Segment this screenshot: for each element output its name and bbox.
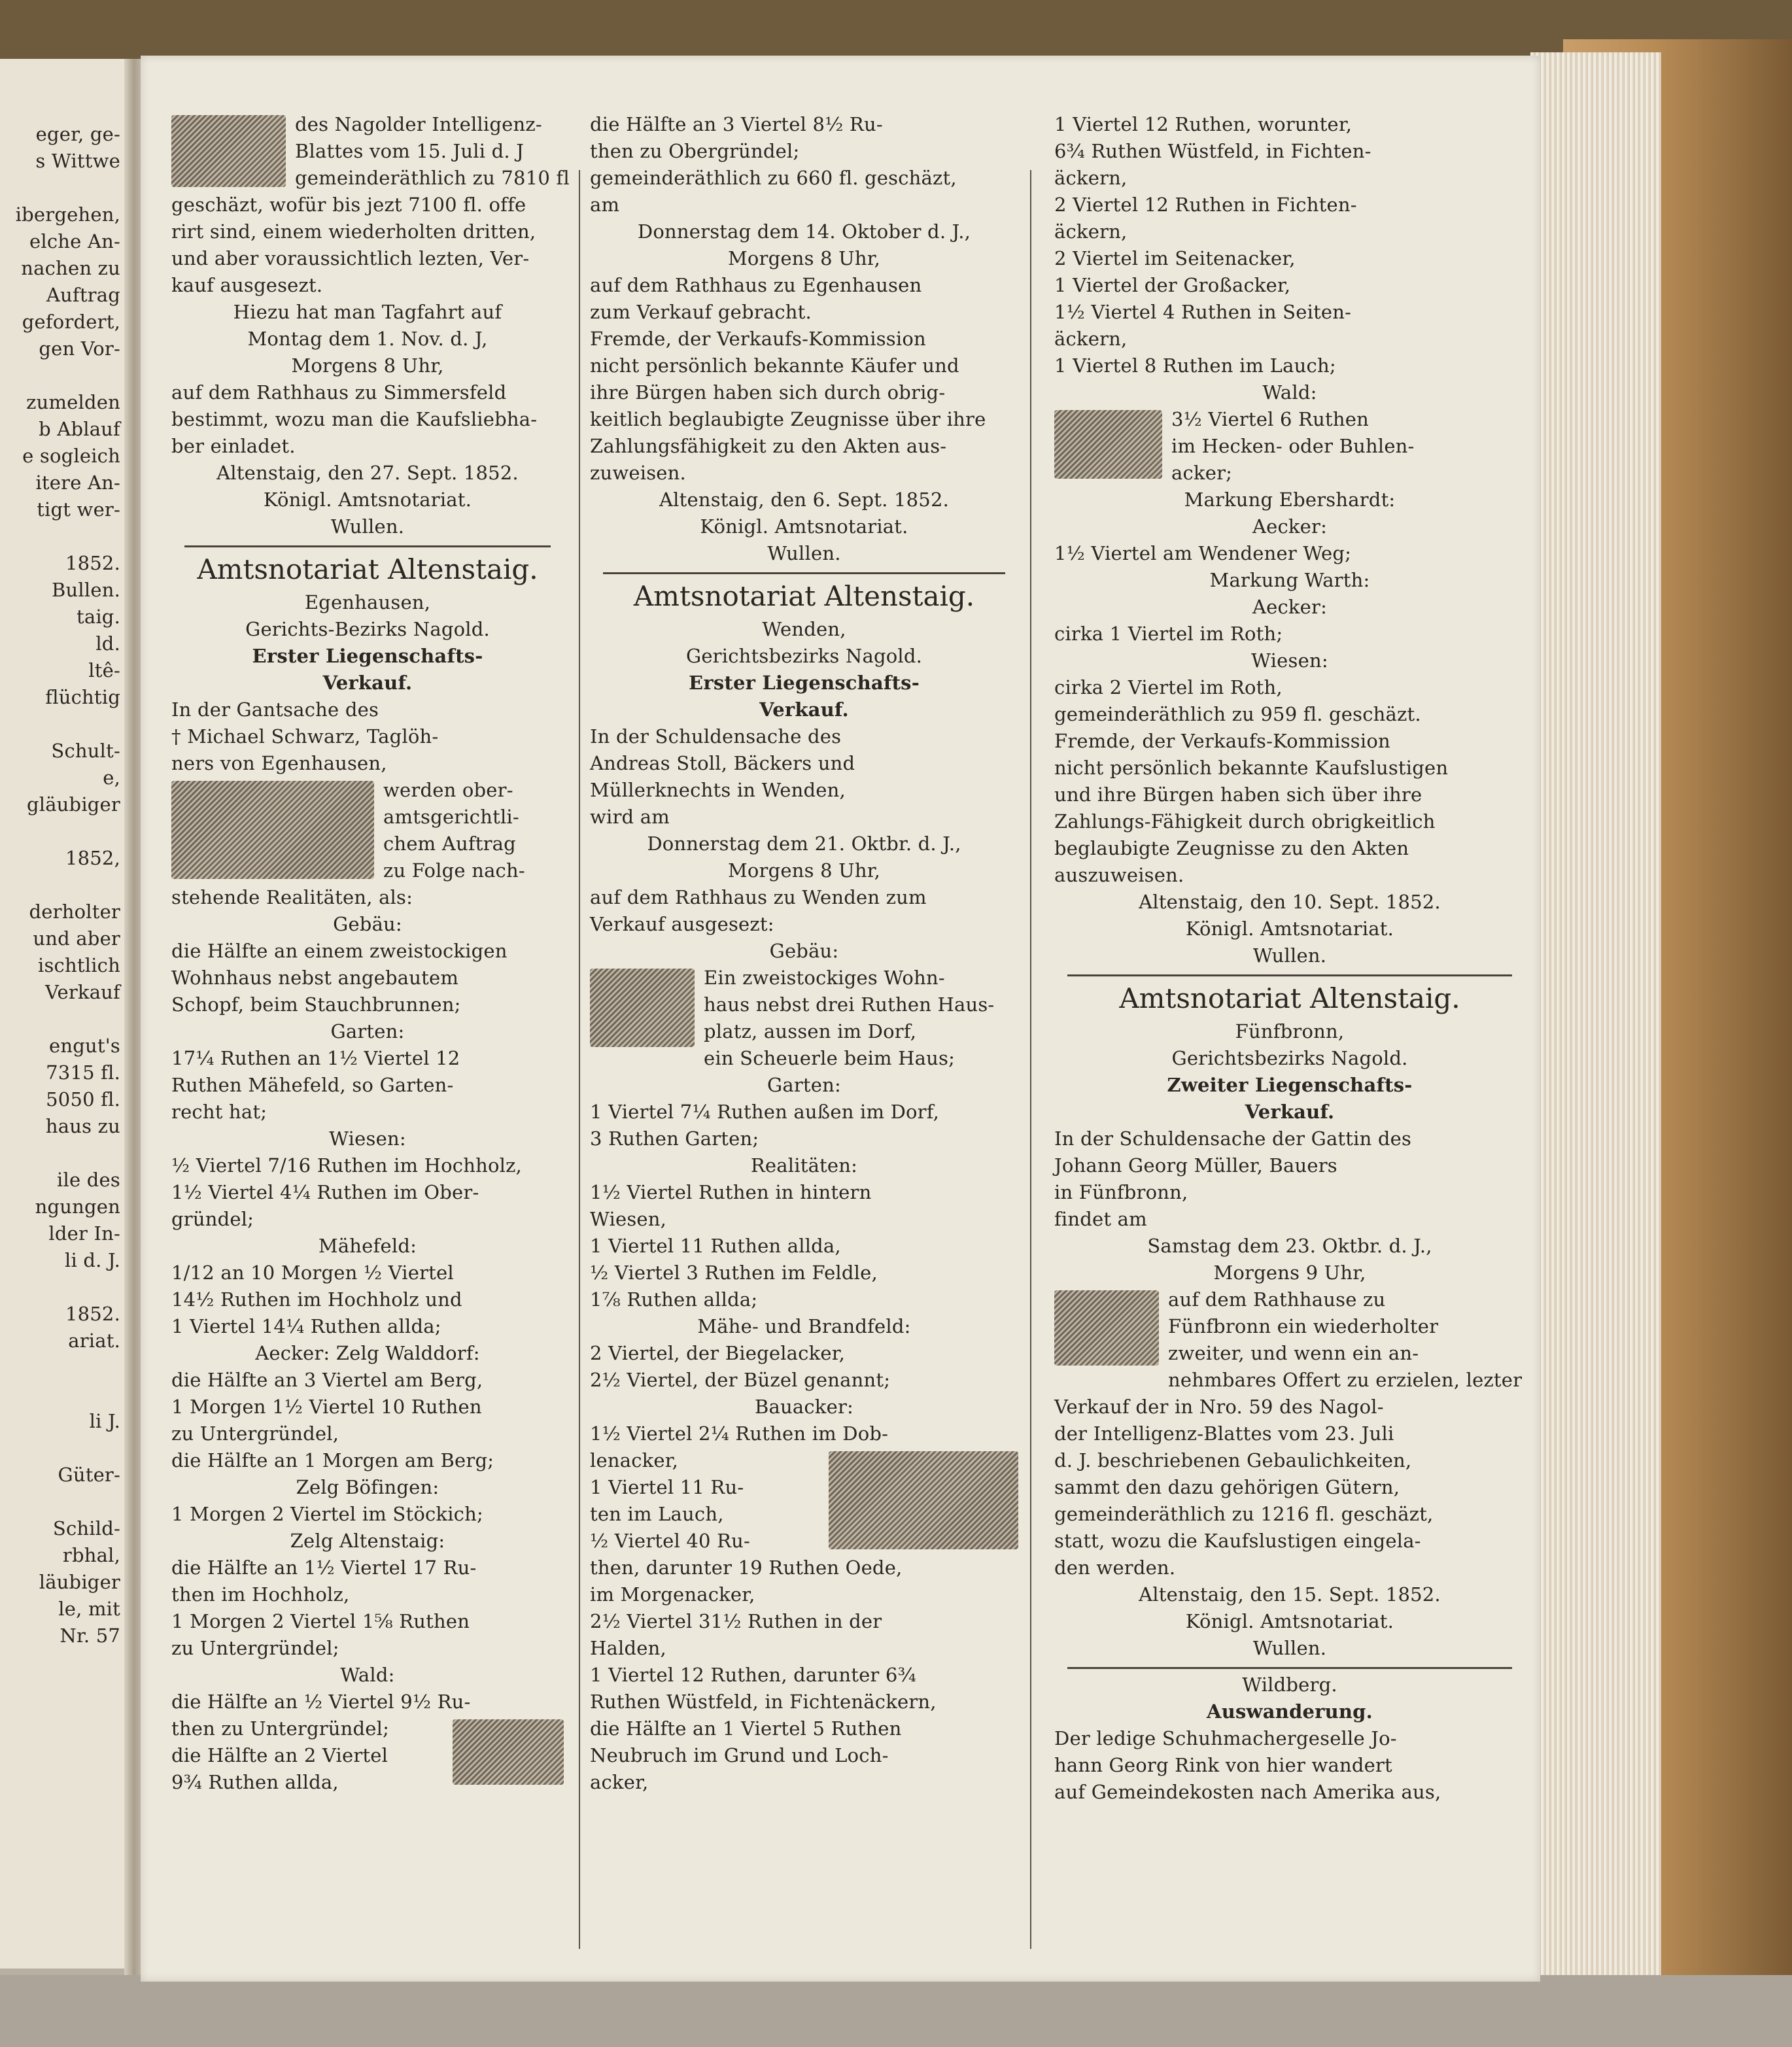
text-line: Königl. Amtsnotariat. — [700, 515, 908, 538]
text-line: Fremde, der Verkaufs-Kommission — [1054, 730, 1390, 752]
text-line: Blattes vom 15. Juli d. J — [295, 140, 525, 162]
text-line: Bullen. — [52, 579, 120, 601]
text-line: 2½ Viertel 31½ Ruthen in der — [590, 1610, 882, 1632]
text-line: Verkauf ausgesezt: — [590, 913, 774, 935]
notice-place: Fünfbronn, — [1235, 1020, 1345, 1042]
text-line: Ein zweistockiges Wohn- — [704, 967, 945, 989]
text-line: gefordert, — [22, 311, 120, 333]
book-cover-top — [0, 0, 1792, 62]
text-line: zu Untergründel; — [171, 1637, 339, 1659]
text-line — [5, 711, 123, 738]
text-line: 5050 fl. — [46, 1088, 120, 1110]
page-edges — [1530, 52, 1661, 1982]
notice-wildberg-body — [1054, 1725, 1525, 1806]
text-line: 1 Viertel 12 Ruthen, worunter, — [1054, 113, 1353, 135]
text-line: sammt den dazu gehörigen Gütern, — [1054, 1476, 1400, 1498]
text-line: Mähefeld: — [318, 1235, 417, 1257]
text-line: eger, ge- — [35, 123, 120, 145]
text-line: Halden, — [590, 1637, 666, 1659]
text-line: Wullen. — [330, 515, 405, 538]
text-line: Johann Georg Müller, Bauers — [1054, 1154, 1337, 1177]
house-vignette — [171, 115, 286, 187]
text-line: Verkauf — [45, 981, 120, 1003]
text-line: ein Scheuerle beim Haus; — [704, 1047, 956, 1069]
house-vignette — [1054, 1290, 1159, 1366]
text-line: kauf ausgesezt. — [171, 274, 323, 296]
text-line: 1852. — [65, 552, 120, 574]
text-line: Morgens 8 Uhr, — [291, 354, 444, 377]
text-line: nehmbares Offert zu erzielen, lezter — [1168, 1369, 1523, 1391]
text-line: gemeinderäthlich zu 959 fl. geschäzt. — [1054, 703, 1421, 725]
text-line: 1 Viertel 12 Ruthen, darunter 6¾ — [590, 1664, 916, 1686]
text-line: Bauacker: — [755, 1396, 853, 1418]
text-line: 3½ Viertel 6 Ruthen — [1171, 408, 1369, 430]
text-line — [5, 818, 123, 845]
text-line: Markung Ebershardt: — [1184, 489, 1396, 511]
text-line: Altenstaig, den 10. Sept. 1852. — [1139, 891, 1441, 913]
text-line: 2 Viertel, der Biegelacker, — [590, 1342, 846, 1364]
text-line: Donnerstag dem 14. Oktober d. J., — [637, 220, 971, 243]
separator — [603, 572, 1005, 574]
text-line: im Hecken- oder Buhlen- — [1171, 435, 1415, 457]
text-line: Wullen. — [1252, 1637, 1327, 1659]
text-line: äckern, — [1054, 167, 1128, 189]
column-1 — [171, 111, 570, 1796]
notice-wenden-body — [590, 723, 1018, 1796]
text-line: le, mit — [58, 1598, 120, 1620]
text-line: b Ablauf — [39, 418, 120, 440]
text-line: ten im Lauch, — [590, 1503, 724, 1525]
text-line: In der Gantsache des — [171, 698, 379, 721]
column-3 — [1054, 111, 1525, 1806]
text-line: die Hälfte an ½ Viertel 9½ Ru- — [171, 1691, 471, 1713]
text-line: 1½ Viertel 4 Ruthen in Seiten- — [1054, 301, 1352, 323]
text-line: Wullen. — [767, 542, 841, 564]
text-line: zumelden — [26, 391, 120, 413]
text-line: 1 Viertel 7¼ Ruthen außen im Dorf, — [590, 1101, 940, 1123]
notice-district: Gerichtsbezirks Nagold. — [685, 645, 923, 667]
text-line: Schild- — [52, 1517, 120, 1540]
notice-title: Erster Liegenschafts- — [689, 672, 920, 694]
notice-title-2: Verkauf. — [759, 698, 849, 721]
text-line: 1852. — [65, 1303, 120, 1325]
text-line: Samstag dem 23. Oktbr. d. J., — [1147, 1235, 1432, 1257]
text-line: ibergehen, — [15, 203, 120, 226]
separator — [1067, 1667, 1512, 1669]
text-line: nicht persönlich bekannte Käufer und — [590, 354, 959, 377]
text-line: flüchtig — [45, 686, 120, 708]
text-line: Morgens 9 Uhr, — [1213, 1262, 1366, 1284]
text-line: 1½ Viertel Ruthen in hintern — [590, 1181, 872, 1203]
text-line: den werden. — [1054, 1557, 1176, 1579]
text-line: amtsgerichtli- — [383, 806, 519, 828]
notice-fuenfbronn-body — [1054, 1126, 1525, 1662]
text-line: Wald: — [340, 1664, 395, 1686]
text-line: elche An- — [29, 230, 120, 252]
text-line: ngungen — [35, 1196, 120, 1218]
text-line: Gebäu: — [769, 940, 839, 962]
text-line: Nr. 57 — [60, 1625, 120, 1647]
text-line — [5, 1140, 123, 1167]
notice-heading: Amtsnotariat Altenstaig. — [633, 580, 975, 612]
text-line: Der ledige Schuhmachergeselle Jo- — [1054, 1727, 1397, 1749]
notice-district: Gerichts-Bezirks Nagold. — [245, 618, 490, 640]
text-line: Königl. Amtsnotariat. — [1185, 918, 1394, 940]
text-line: d. J. beschriebenen Gebaulichkeiten, — [1054, 1449, 1412, 1471]
text-line: die Hälfte an 1 Viertel 5 Ruthen — [590, 1717, 902, 1740]
text-line: nachen zu — [21, 257, 120, 279]
text-line: 14½ Ruthen im Hochholz und — [171, 1288, 462, 1311]
text-line: Schult- — [51, 740, 120, 762]
text-line: zu Untergründel, — [171, 1422, 339, 1445]
text-line: zu Folge nach- — [383, 859, 525, 882]
text-line: cirka 1 Viertel im Roth; — [1054, 623, 1283, 645]
text-line: Aecker: — [1252, 515, 1328, 538]
text-line: Neubruch im Grund und Loch- — [590, 1744, 889, 1766]
text-line: Andreas Stoll, Bäckers und — [590, 752, 855, 774]
text-line: Montag dem 1. Nov. d. J, — [247, 328, 488, 350]
text-line: 1½ Viertel 4¼ Ruthen im Ober- — [171, 1181, 479, 1203]
house-vignette — [590, 969, 695, 1047]
notice-place: Wenden, — [762, 618, 846, 640]
text-line: derholter — [29, 901, 120, 923]
text-line: Wullen. — [1252, 944, 1327, 967]
text-line: ariat. — [68, 1330, 120, 1352]
text-line: lenacker, — [590, 1449, 679, 1471]
text-line — [5, 1435, 123, 1462]
text-line: beglaubigte Zeugnisse zu den Akten — [1054, 837, 1409, 859]
text-line: ischtlich — [38, 954, 120, 976]
text-line: zum Verkauf gebracht. — [590, 301, 812, 323]
text-line: auf dem Rathhaus zu Simmersfeld — [171, 381, 507, 404]
text-line: am — [590, 194, 620, 216]
text-line: then zu Obergründel; — [590, 140, 800, 162]
text-line: auf dem Rathhaus zu Wenden zum — [590, 886, 927, 908]
text-line: gläubiger — [26, 793, 120, 816]
text-line: zweiter, und wenn ein an- — [1168, 1342, 1419, 1364]
text-line: hann Georg Rink von hier wandert — [1054, 1754, 1392, 1776]
separator — [184, 545, 551, 547]
text-line: gründel; — [171, 1208, 254, 1230]
text-line: die Hälfte an 2 Viertel — [171, 1744, 388, 1766]
text-line: ltê- — [88, 659, 120, 681]
text-line: und aber — [33, 927, 120, 950]
plough-vignette — [829, 1451, 1018, 1549]
text-line: 1 Viertel der Großacker, — [1054, 274, 1291, 296]
text-line: In der Schuldensache des — [590, 725, 842, 748]
column-rule-1 — [579, 170, 580, 1949]
column-2 — [590, 111, 1018, 1796]
text-line: 3 Ruthen Garten; — [590, 1127, 759, 1150]
text-line: ners von Egenhausen, — [171, 752, 387, 774]
text-line: rirt sind, einem wiederholten dritten, — [171, 220, 536, 243]
left-page-lines — [5, 121, 123, 1649]
text-line: haus zu — [45, 1115, 120, 1137]
text-line: then, darunter 19 Ruthen Oede, — [590, 1557, 903, 1579]
text-line: li J. — [89, 1410, 120, 1432]
text-line: Wald: — [1262, 381, 1317, 404]
text-line: 1 Morgen 2 Viertel im Stöckich; — [171, 1503, 483, 1525]
text-line: † Michael Schwarz, Taglöh- — [171, 725, 439, 748]
text-line: 1⅞ Ruthen allda; — [590, 1288, 758, 1311]
text-line: Auftrag — [46, 284, 120, 306]
book-cover-bottom — [0, 1975, 1792, 2047]
text-line: nicht persönlich bekannte Kaufslustigen — [1054, 757, 1449, 779]
separator — [1067, 974, 1512, 976]
text-line: 7315 fl. — [46, 1061, 120, 1084]
text-line: im Morgenacker, — [590, 1583, 755, 1606]
text-line: auf Gemeindekosten nach Amerika aus, — [1054, 1781, 1441, 1803]
text-line: li d. J. — [65, 1249, 120, 1271]
text-line: Wohnhaus nebst angebautem — [171, 967, 459, 989]
text-line: 2½ Viertel, der Büzel genannt; — [590, 1369, 891, 1391]
text-line: stehende Realitäten, als: — [171, 886, 413, 908]
text-line: zuweisen. — [590, 462, 686, 484]
text-line: die Hälfte an 1½ Viertel 17 Ru- — [171, 1557, 477, 1579]
text-line — [5, 1354, 123, 1381]
text-line: gemeinderäthlich zu 7810 fl — [295, 167, 570, 189]
text-line: auf dem Rathhause zu — [1168, 1288, 1386, 1311]
text-line: geschäzt, wofür bis jezt 7100 fl. offe — [171, 194, 526, 216]
text-line: 1½ Viertel am Wendener Weg; — [1054, 542, 1352, 564]
text-line — [5, 362, 123, 389]
text-line: Zahlungsfähigkeit zu den Akten aus- — [590, 435, 947, 457]
text-line: Zelg Böfingen: — [296, 1476, 439, 1498]
text-line — [5, 175, 123, 201]
house-vignette — [171, 781, 374, 879]
text-line: die Hälfte an 3 Viertel am Berg, — [171, 1369, 483, 1391]
text-line: Schopf, beim Stauchbrunnen; — [171, 993, 461, 1016]
text-line — [5, 1006, 123, 1033]
text-line: und ihre Bürgen haben sich über ihre — [1054, 783, 1422, 806]
text-line: recht hat; — [171, 1101, 267, 1123]
text-line: rbhal, — [62, 1544, 120, 1566]
text-line: acker; — [1171, 462, 1233, 484]
text-line: 1 Viertel 14¼ Ruthen allda; — [171, 1315, 441, 1337]
text-line: Zelg Altenstaig: — [290, 1530, 445, 1552]
text-line — [5, 1488, 123, 1515]
text-line: 2 Viertel im Seitenacker, — [1054, 247, 1296, 269]
text-line — [5, 1274, 123, 1301]
text-line: Aecker: Zelg Walddorf: — [255, 1342, 480, 1364]
notice-place: Egenhausen, — [304, 591, 431, 613]
text-line: acker, — [590, 1771, 649, 1793]
text-line: taig. — [76, 606, 120, 628]
text-line: Gebäu: — [333, 913, 402, 935]
text-line: 6¾ Ruthen Wüstfeld, in Fichten- — [1054, 140, 1371, 162]
text-line: e sogleich — [22, 445, 120, 467]
text-line: e, — [103, 766, 120, 789]
text-line: in Fünfbronn, — [1054, 1181, 1188, 1203]
notice-title-2: Verkauf. — [1245, 1101, 1335, 1123]
text-line: Verkauf der in Nro. 59 des Nagol- — [1054, 1396, 1384, 1418]
text-line: auszuweisen. — [1054, 864, 1184, 886]
text-line: gemeinderäthlich zu 1216 fl. geschäzt, — [1054, 1503, 1434, 1525]
text-line: Morgens 8 Uhr, — [727, 247, 880, 269]
text-line: ½ Viertel 40 Ru- — [590, 1530, 750, 1552]
text-line: s Wittwe — [35, 150, 120, 172]
text-line: werden ober- — [383, 779, 513, 801]
text-line: Güter- — [58, 1464, 120, 1486]
text-line — [5, 872, 123, 899]
notice-heading: Amtsnotariat Altenstaig. — [1119, 982, 1460, 1014]
text-line: 1 Viertel 8 Ruthen im Lauch; — [1054, 354, 1336, 377]
text-line: ile des — [57, 1169, 120, 1191]
text-line: 1852, — [65, 847, 120, 869]
text-line: 1 Morgen 1½ Viertel 10 Ruthen — [171, 1396, 482, 1418]
text-line: Ruthen Wüstfeld, in Fichtenäckern, — [590, 1691, 937, 1713]
text-line: tigt wer- — [37, 498, 120, 521]
text-line: Hiezu hat man Tagfahrt auf — [233, 301, 502, 323]
text-line: 2 Viertel 12 Ruthen in Fichten- — [1054, 194, 1357, 216]
notice-title: Erster Liegenschafts- — [252, 645, 483, 667]
text-line: Zahlungs-Fähigkeit durch obrigkeitlich — [1054, 810, 1436, 833]
text-line: Müllerknechts in Wenden, — [590, 779, 846, 801]
column-rule-2 — [1030, 170, 1031, 1949]
text-line: Altenstaig, den 27. Sept. 1852. — [216, 462, 519, 484]
text-line: itere An- — [35, 472, 120, 494]
text-line: findet am — [1054, 1208, 1147, 1230]
text-line: ber einladet. — [171, 435, 296, 457]
text-line — [5, 523, 123, 550]
text-line: engut's — [49, 1035, 120, 1057]
text-line: 1 Viertel 11 Ruthen allda, — [590, 1235, 841, 1257]
text-line: Altenstaig, den 6. Sept. 1852. — [659, 489, 950, 511]
text-line: des Nagolder Intelligenz- — [295, 113, 542, 135]
notice-heading: Amtsnotariat Altenstaig. — [197, 553, 538, 585]
text-line: die Hälfte an 1 Morgen am Berg; — [171, 1449, 494, 1471]
text-line: cirka 2 Viertel im Roth, — [1054, 676, 1283, 698]
text-line: Fünfbronn ein wiederholter — [1168, 1315, 1439, 1337]
text-line: auf dem Rathhaus zu Egenhausen — [590, 274, 922, 296]
text-line: statt, wozu die Kaufslustigen eingela- — [1054, 1530, 1421, 1552]
text-line: 9¾ Ruthen allda, — [171, 1771, 339, 1793]
text-line: haus nebst drei Ruthen Haus- — [704, 993, 995, 1016]
text-line: Königl. Amtsnotariat. — [1185, 1610, 1394, 1632]
notice-place: Wildberg. — [1242, 1674, 1337, 1696]
text-line: In der Schuldensache der Gattin des — [1054, 1127, 1412, 1150]
text-line: Wiesen: — [1251, 649, 1328, 672]
text-line: Aecker: — [1252, 596, 1328, 618]
text-line: 1½ Viertel 2¼ Ruthen im Dob- — [590, 1422, 889, 1445]
text-line: Donnerstag dem 21. Oktbr. d. J., — [647, 833, 961, 855]
text-line: Wiesen: — [329, 1127, 406, 1150]
text-line: 1 Morgen 2 Viertel 1⅝ Ruthen — [171, 1610, 470, 1632]
text-line: gemeinderäthlich zu 660 fl. geschäzt, — [590, 167, 957, 189]
text-line: Markung Warth: — [1209, 569, 1370, 591]
text-line: und aber voraussichtlich lezten, Ver- — [171, 247, 530, 269]
text-line: ½ Viertel 3 Ruthen im Feldle, — [590, 1262, 878, 1284]
text-line: die Hälfte an 3 Viertel 8½ Ru- — [590, 113, 883, 135]
text-line: Garten: — [330, 1020, 405, 1042]
notice-wenden-cont — [1054, 111, 1525, 969]
text-line: lder In- — [48, 1222, 120, 1245]
text-line: chem Auftrag — [383, 833, 516, 855]
text-line: die Hälfte an einem zweistockigen — [171, 940, 508, 962]
text-line: Mähe- und Brandfeld: — [697, 1315, 911, 1337]
text-line: Realitäten: — [750, 1154, 858, 1177]
forest-vignette — [1054, 410, 1162, 479]
notice-title: Auswanderung. — [1207, 1700, 1373, 1723]
notice-district: Gerichtsbezirks Nagold. — [1171, 1047, 1408, 1069]
text-line: 1 Viertel 11 Ru- — [590, 1476, 744, 1498]
text-line: Königl. Amtsnotariat. — [263, 489, 472, 511]
notice-title: Zweiter Liegenschafts- — [1167, 1074, 1413, 1096]
notice-egenhausen-body — [171, 697, 564, 1796]
notice-title-2: Verkauf. — [322, 672, 413, 694]
text-line: 1/12 an 10 Morgen ½ Viertel — [171, 1262, 454, 1284]
notice-egenhausen-cont — [590, 111, 1018, 567]
text-line — [5, 1381, 123, 1408]
text-line: Ruthen Mähefeld, so Garten- — [171, 1074, 454, 1096]
text-line: Wiesen, — [590, 1208, 667, 1230]
text-line: bestimmt, wozu man die Kaufsliebha- — [171, 408, 538, 430]
text-line: Fremde, der Verkaufs-Kommission — [590, 328, 926, 350]
text-line: wird am — [590, 806, 670, 828]
text-line: ihre Bürgen haben sich durch obrig- — [590, 381, 946, 404]
left-page-fragment — [0, 59, 128, 1969]
text-line: äckern, — [1054, 220, 1128, 243]
text-line: äckern, — [1054, 328, 1128, 350]
text-line: ld. — [95, 632, 120, 655]
text-line: platz, aussen im Dorf, — [704, 1020, 917, 1042]
text-line: gen Vor- — [39, 337, 120, 360]
text-line: der Intelligenz-Blattes vom 23. Juli — [1054, 1422, 1394, 1445]
forest-vignette — [453, 1719, 564, 1785]
text-line: Garten: — [767, 1074, 841, 1096]
text-line: keitlich beglaubigte Zeugnisse über ihre — [590, 408, 986, 430]
text-line: then zu Untergründel; — [171, 1717, 390, 1740]
text-line: Altenstaig, den 15. Sept. 1852. — [1139, 1583, 1441, 1606]
text-line: Morgens 8 Uhr, — [727, 859, 880, 882]
text-line: ½ Viertel 7/16 Ruthen im Hochholz, — [171, 1154, 522, 1177]
text-line: then im Hochholz, — [171, 1583, 350, 1606]
text-line: läubiger — [39, 1571, 120, 1593]
text-line: 17¼ Ruthen an 1½ Viertel 12 — [171, 1047, 460, 1069]
